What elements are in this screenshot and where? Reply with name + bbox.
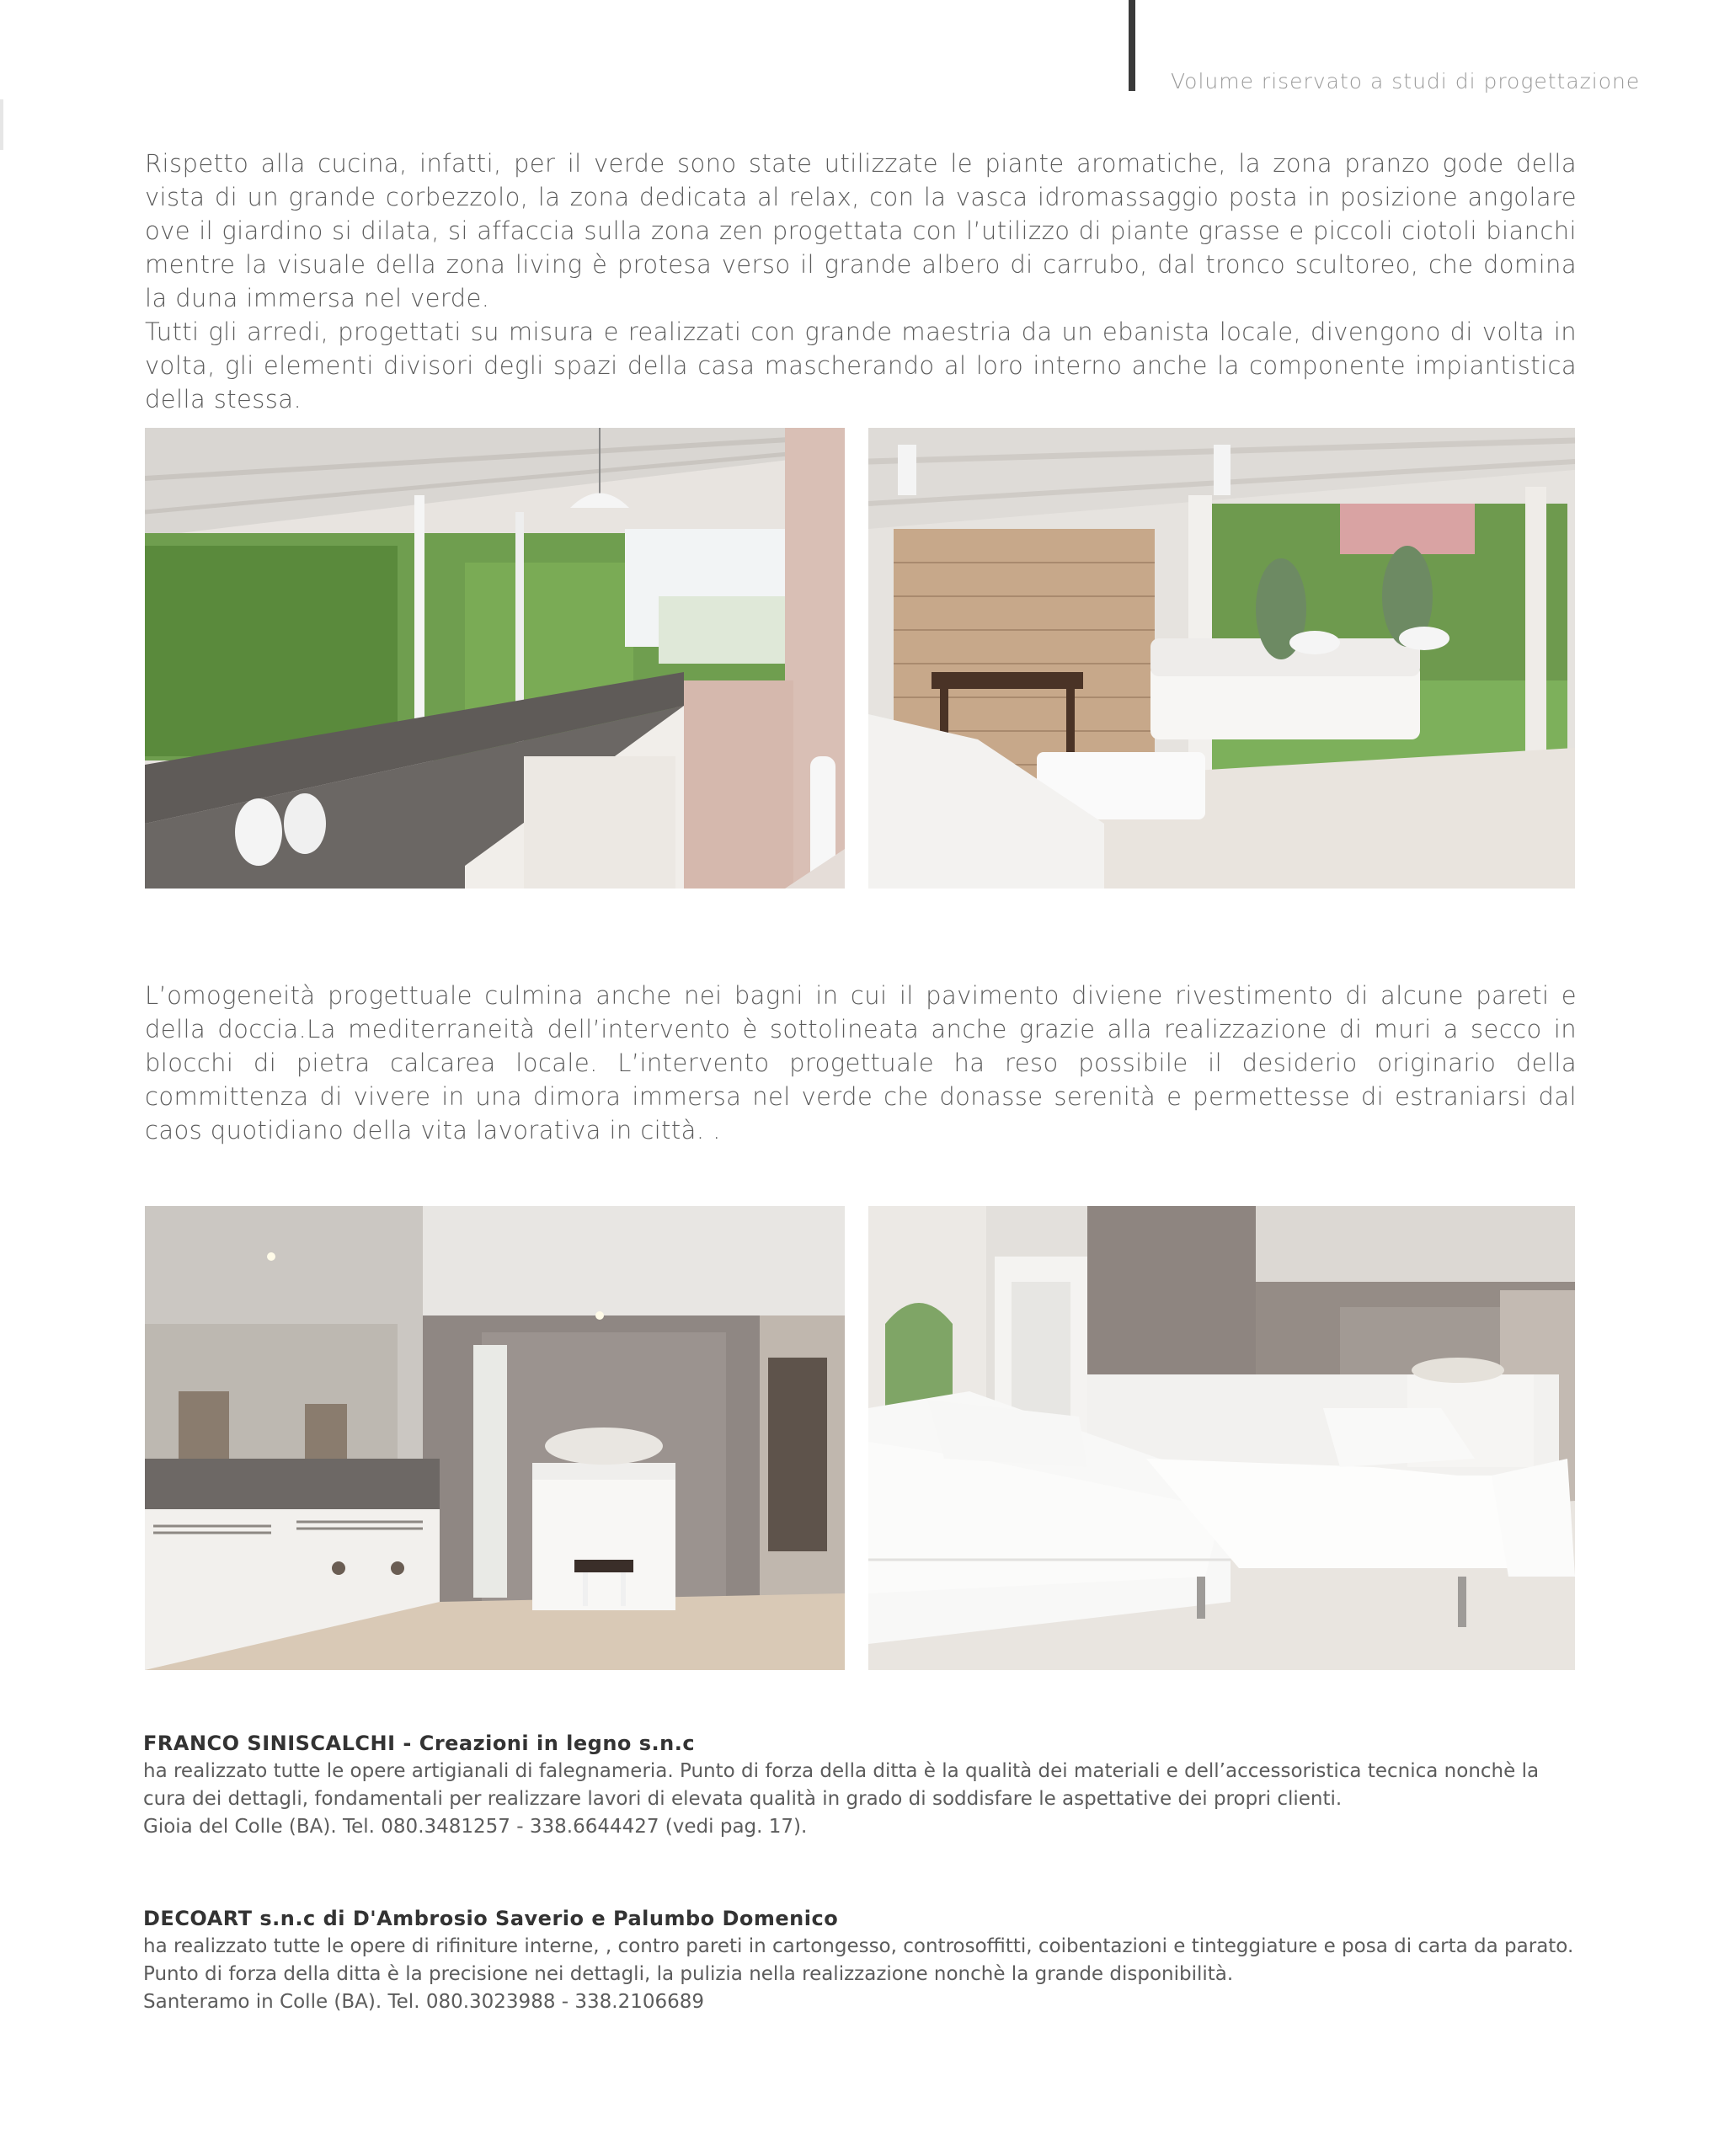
credit-decoart: [143, 1905, 1579, 2016]
credit-1-contact: Gioia del Colle (BA). Tel. 080.3481257 - 338.6644427 (vedi pag. 17).: [143, 1816, 808, 1838]
photo-kitchen: [145, 428, 845, 889]
middle-paragraph: [145, 979, 1577, 1147]
credit-2-name: DECOART s.n.c di D'Ambrosio Saverio e Palumbo Domenico: [143, 1907, 839, 1930]
photo-piano-hall: [145, 1206, 845, 1670]
credit-2-description: ha realizzato tutte le opere di rifiniture interne, , contro pareti in cartongesso, controsoffitti, coibentazioni e tinteggiature e posa di carta da parato.: [143, 1935, 1574, 1957]
intro-line-1: Rispetto alla cucina, infatti, per il verde sono state utilizzate le piante aromatiche, la zona pranzo gode della vista di un grande corbezzolo, la zona dedicata al relax, con la vasca idromassaggio posta in posizione angolare ove il giardino si dilata, si affaccia sulla zona zen progettata con l’utilizzo di piante grasse e piccoli ciotoli bianchi mentre la visuale della zona living è protesa verso il grande albero di carrubo, dal tronco scultoreo, che domina la duna immersa nel verde.: [145, 149, 1577, 312]
credit-1-description: ha realizzato tutte le opere artigianali di falegnameria. Punto di forza della ditta è la qualità dei materiali e dell’accessoristica tecnica nonchè la cura dei dettagli, fondamentali per realizzare lavori di elevata qualità in grado di soddisfare le aspettative dei propri clienti.: [143, 1760, 1540, 1810]
header-divider: [1129, 0, 1135, 91]
intro-paragraph: [145, 147, 1577, 416]
photo-veranda: [868, 428, 1575, 889]
credit-franco-siniscalchi: [143, 1730, 1579, 1841]
header-text: Volume riservato a studi di progettazione: [1171, 69, 1641, 93]
credit-2-contact: Santeramo in Colle (BA). Tel. 080.3023988 - 338.2106689: [143, 1991, 705, 2013]
photo-living-sofa: [868, 1206, 1575, 1670]
middle-text: L’omogeneità progettuale culmina anche nei bagni in cui il pavimento diviene rivestimento di alcune pareti e della doccia.La mediterraneità dell’intervento è sottolineata anche grazie alla realizzazione di muri a secco in blocchi di pietra calcarea locale. L’intervento progettuale ha reso possibile il desiderio originario della committenza di vivere in una dimora immersa nel verde che donasse serenità e permettesse di estraniarsi dal caos quotidiano della vita lavorativa in città. .: [145, 981, 1577, 1145]
credit-2-strength: Punto di forza della ditta è la precisione nei dettagli, la pulizia nella realizzazione nonchè la grande disponibilità.: [143, 1963, 1234, 1985]
page-edge-mark: [0, 99, 3, 150]
credit-1-name: FRANCO SINISCALCHI - Creazioni in legno s.n.c: [143, 1732, 696, 1755]
intro-line-2: Tutti gli arredi, progettati su misura e realizzati con grande maestria da un ebanista locale, divengono di volta in volta, gli elementi divisori degli spazi della casa mascherando al loro interno anche la componente impiantistica della stessa.: [145, 318, 1577, 414]
